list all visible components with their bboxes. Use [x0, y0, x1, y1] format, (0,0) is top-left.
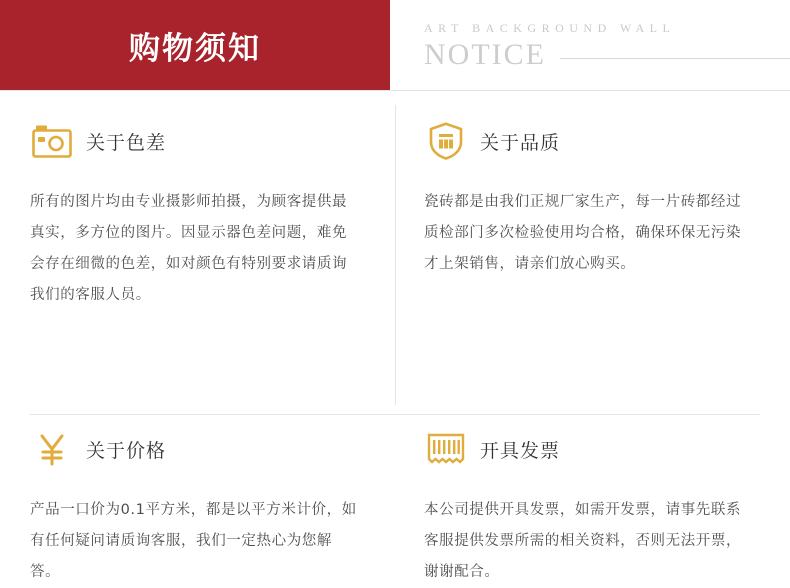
section-color-difference — [30, 113, 380, 311]
section-body: 所有的图片均由专业摄影师拍摄，为顾客提供最真实，多方位的图片。因显示器色差问题，难免会存在细微的色差，如对颜色有特别要求请质询我们的客服人员。 — [30, 194, 348, 303]
header-subtitle-en: ART BACKGROUND WALL — [424, 20, 676, 35]
header-notice-row — [424, 38, 790, 72]
grid-horizontal-divider — [30, 414, 760, 415]
shield-quality-icon — [424, 119, 468, 163]
section-header — [30, 421, 380, 477]
camera-icon — [30, 119, 74, 163]
section-body: 瓷砖都是由我们正规厂家生产，每一片砖都经过质检部门多次检验使用均合格，确保环保无污染才上架销售，请亲们放心购买。 — [424, 194, 742, 272]
section-body: 本公司提供开具发票，如需开发票，请事先联系客服提供发票所需的相关资料，否则无法开票，谢谢配合。 — [424, 502, 742, 580]
section-title: 关于价格 — [86, 439, 167, 462]
section-header — [30, 113, 380, 169]
header-english-block — [390, 0, 790, 90]
header-divider-line — [560, 58, 790, 59]
section-header — [424, 113, 774, 169]
notice-grid — [0, 91, 790, 580]
section-title: 关于色差 — [86, 131, 167, 154]
grid-vertical-divider — [395, 105, 396, 405]
header-red-banner — [0, 0, 390, 90]
section-price — [30, 421, 380, 588]
section-title: 开具发票 — [480, 439, 561, 462]
invoice-icon — [424, 427, 468, 471]
section-quality — [424, 113, 774, 280]
page-header — [0, 0, 790, 90]
yuan-price-icon — [30, 427, 74, 471]
section-title: 关于品质 — [480, 131, 561, 154]
section-invoice — [424, 421, 774, 588]
section-body: 产品一口价为0.1平方米，都是以平方米计价，如有任何疑问请质询客服，我们一定热心为您解答。 — [30, 502, 357, 580]
section-header — [424, 421, 774, 477]
header-notice-en: NOTICE — [424, 37, 546, 71]
page-title: 购物须知 — [129, 30, 261, 67]
